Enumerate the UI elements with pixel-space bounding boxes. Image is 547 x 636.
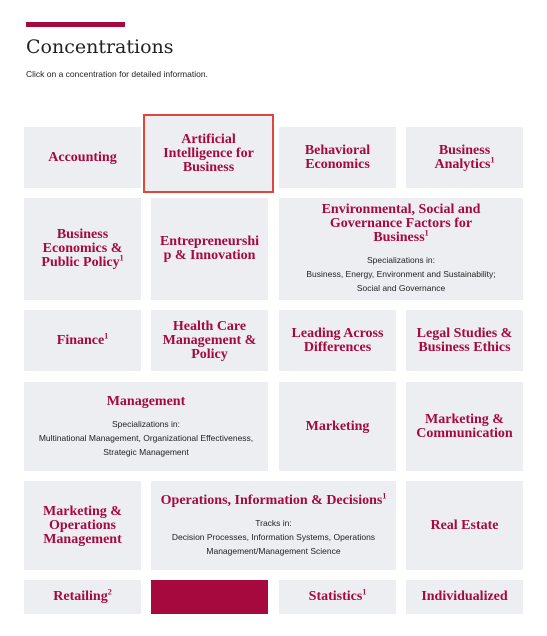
tile-label: Operations, Information & Decisions$^1$	[160, 490, 387, 508]
tile-label: Accounting	[48, 149, 117, 165]
concentration-tile-individualized[interactable]	[406, 580, 523, 614]
tile-label: Health Care Management & Policy	[162, 318, 257, 362]
concentration-tile-management[interactable]	[24, 382, 268, 471]
page-instructions: Click on a concentration for detailed information.	[26, 69, 208, 79]
concentration-tile-environmental-social-governance[interactable]	[279, 198, 523, 300]
concentration-tile-business-analytics[interactable]	[406, 127, 523, 188]
title-accent-bar	[26, 22, 125, 27]
tile-label: Leading Across Differences	[291, 325, 384, 355]
tile-label: Artificial Intelligence for Business	[163, 131, 254, 175]
tile-label: Marketing	[305, 418, 370, 434]
tile-label: Marketing & Operations Management	[43, 503, 122, 547]
tile-label: Individualized	[421, 589, 508, 604]
tile-label: Entrepreneurship & Innovation	[159, 234, 260, 263]
tile-label: Finance$^1$	[56, 330, 109, 348]
concentration-tile-health-care-management-policy[interactable]	[151, 310, 268, 371]
tile-label: Legal Studies & Business Ethics	[416, 325, 513, 355]
tile-description: Specializations in: Business, Energy, Environment and Sustainability; Social and Governance	[306, 255, 496, 293]
tile-label: Business Economics & Public Policy$^1$	[41, 227, 124, 270]
concentration-tile-artificial-intelligence-for-business[interactable]	[143, 114, 274, 193]
tile-label: Management	[106, 393, 186, 409]
concentration-tile-retailing[interactable]	[24, 580, 141, 614]
tile-description: Tracks in: Decision Processes, Information Systems, Operations Management/Management Science	[171, 517, 376, 556]
concentration-tile-legal-studies-business-ethics[interactable]	[406, 310, 523, 371]
concentration-tile-marketing-operations-management[interactable]	[24, 481, 141, 570]
concentration-tile-marketing-communication[interactable]	[406, 382, 523, 471]
page-title: Concentrations	[26, 36, 174, 58]
tile-label: Statistics$^1$	[308, 587, 367, 604]
concentration-tile-finance[interactable]	[24, 310, 141, 371]
tile-label: Retailing$^2$	[53, 587, 112, 604]
tile-label: Real Estate	[430, 517, 499, 533]
concentration-tile-leading-across-differences[interactable]	[279, 310, 396, 371]
tile-label: Behavioral Economics	[304, 142, 371, 172]
tile-label: Environmental, Social and Governance Factors for Business$^1$	[321, 202, 481, 245]
concentration-tile-entrepreneurship-innovation[interactable]	[151, 198, 268, 300]
concentration-tile-statistics[interactable]	[279, 580, 396, 614]
concentration-tile-business-economics-public-policy[interactable]	[24, 198, 141, 300]
concentration-tile-behavioral-economics[interactable]	[279, 127, 396, 188]
concentration-tile-real-estate[interactable]	[406, 481, 523, 570]
concentration-tile-highlighted-blank[interactable]	[151, 580, 268, 614]
tile-label: Marketing & Communication	[416, 411, 513, 441]
concentration-tile-marketing[interactable]	[279, 382, 396, 471]
tile-description: Specializations in: Multinational Management, Organizational Effectiveness, Strategic Management	[38, 418, 254, 457]
concentration-tile-accounting[interactable]	[24, 127, 141, 188]
tile-label: Business Analytics$^1$	[434, 142, 495, 172]
concentration-tile-operations-information-decisions[interactable]	[151, 481, 396, 570]
